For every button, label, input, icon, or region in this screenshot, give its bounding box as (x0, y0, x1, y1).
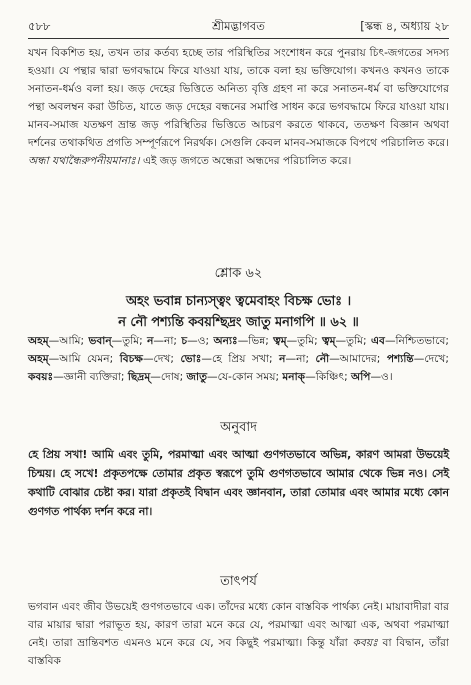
synonym-word: ত্বম্ (273, 335, 287, 347)
synonym-word: ন (147, 335, 154, 347)
intro-text-2: এই জড় জগতে অন্ধেরা অন্ধদের পরিচালিত করে। (142, 155, 352, 167)
synonym-word: চ (181, 335, 188, 347)
synonym-word: ছিদ্রম্ (127, 371, 151, 383)
synonym-meaning: —আমাদের; (329, 353, 387, 365)
purport-sanskrit-word: কবয়ঃ (352, 637, 378, 649)
synonym-meaning: —তুমি; (111, 335, 148, 347)
verse-block (28, 264, 449, 333)
synonym-meaning: —কিঞ্চিৎ; (305, 371, 352, 383)
synonym-meaning: —দেখ; (142, 353, 181, 365)
synonym-word: বিচক্ষ (119, 353, 143, 365)
purport-heading: তাৎপর্য (220, 574, 257, 589)
synonym-word: এব (370, 335, 385, 347)
translation-heading: অনুবাদ (220, 420, 257, 435)
synonym-meaning: —ও। (370, 371, 393, 383)
verse-line-2: ন নৌ পশ্যন্তি কবয়শ্ছিদ্রং জাতু মনাগপি ॥ ৬২ ॥ (118, 315, 359, 330)
synonym-word: ভবান্ (88, 335, 112, 347)
synonym-word: অহম্ (28, 335, 49, 347)
synonym-meaning: —যে-কোন সময়; (207, 371, 283, 383)
synonym-meaning: —নিশ্চিতভাবে; (384, 335, 449, 347)
synonym-word: নৌ (315, 353, 330, 365)
book-title: শ্রীমদ্ভাগবত (212, 19, 265, 33)
intro-text-1: যখন বিকশিত হয়, তখন তার কর্তব্য হচ্ছে তার পরিস্থিতির সংশোধন করে পুনরায় চিৎ-জগতের সদস্য হওয়া। যে পন্থার দ্বারা ভগবদ্ধামে ফিরে যাওয়া যায়, তাকে বলা হয় ভক্তিযোগ। কখনও কখনও তাকে সনাতন-ধর্মও বলা হয়। জড় দেহের ভিত্তিতে অনিত্য বৃত্তি গ্রহণ না করে সনাতন-ধর্ম বা ভক্তিযোগের পন্থা অবলম্বন করা উচিত, যাতে জড় দেহের বন্ধনের সমাপ্তি সাধন করে ভগবদ্ধামে ফিরে যাওয়া যায়। মানব-সমাজ যতক্ষণ ভ্রান্ত জড় পরিস্থিতির ভিত্তিতে আচরণ করতে থাকবে, ততক্ষণ বিজ্ঞান অথবা দর্শনের তথাকথিত প্রগতি সম্পূর্ণরূপে নিরর্থক। সেগুলি কেবল মানব-সমাজকে বিপথে পরিচালিত করে। (28, 47, 449, 149)
translation-text: হে প্রিয় সখা! আমি এবং তুমি, পরমাত্মা এবং আত্মা গুণগতভাবে অভিন্ন, কারণ আমরা উভয়েই চিন্ময়। হে সখে! প্রকৃতপক্ষে তোমার প্রকৃত স্বরূপে তুমি গুণগতভাবে আমার থেকে ভিন্ন নও। সেই কথাটি বোঝার চেষ্টা কর। যারা প্রকৃতই বিদ্বান এবং জ্ঞানবান, তারা তোমার এবং আমার মধ্যে কোন গুণগত পার্থক্য দর্শন করে না। (28, 448, 449, 518)
synonym-word: মনাক্ (282, 371, 306, 383)
verse-line-1: অহং ভবান্ন চান্যস্ত্বং ত্বমেবাহং বিচক্ষ ভোঃ । (125, 294, 352, 309)
synonym-word: অপি (351, 371, 371, 383)
verse-heading: শ্লোক ৬২ (214, 266, 263, 281)
synonym-word: ভোঃ (180, 353, 202, 365)
header-rule (28, 38, 449, 39)
synonym-meaning: —হে প্রিয় সখা; (201, 353, 280, 365)
synonym-word: জাতু (186, 371, 208, 383)
page-header (28, 18, 449, 38)
synonym-meaning: —না; (285, 353, 316, 365)
purport-text (28, 598, 449, 670)
synonym-word: ন (279, 353, 286, 365)
synonym-meaning: —আমি যেমন; (48, 353, 120, 365)
synonyms-paragraph (28, 332, 449, 386)
synonym-meaning: —তুমি; (335, 335, 371, 347)
intro-paragraph-block (28, 44, 449, 170)
purport-text-2: বা বিদ্বান, তাঁরা বাস্তবিক (28, 637, 449, 667)
intro-paragraph (28, 44, 449, 170)
synonym-word: ত্বম্ (322, 335, 336, 347)
intro-quote: অন্ধা যথান্ধৈরুপনীয়মানাঃ। (28, 155, 140, 167)
chapter-reference: [স্কন্ধ ৪, অধ্যায় ২৮ (360, 19, 449, 33)
synonyms-block (28, 332, 449, 386)
synonym-word: পশ্যন্তি (386, 353, 414, 365)
synonym-meaning: —জ্ঞানী ব্যক্তিরা; (53, 371, 128, 383)
synonym-word: অহম্ (28, 353, 49, 365)
synonym-meaning: —আমি; (48, 335, 89, 347)
synonym-meaning: —দোষ; (150, 371, 187, 383)
synonym-word: অন্যঃ (213, 335, 238, 347)
synonym-meaning: —দেখে; (413, 353, 449, 365)
synonym-meaning: —ভিন্ন; (237, 335, 274, 347)
translation-block (28, 418, 449, 521)
page-number: ৫৮৮ (28, 19, 51, 33)
purport-text-1: ভগবান এবং জীব উভয়েই গুণগতভাবে এক। তাঁদের মধ্যে কোন বাস্তবিক পার্থক্য নেই। মায়াবাদীরা বার বার মায়ার দ্বারা পরাভূত হয়, কারণ তারা মনে করে যে, পরমাত্মা এবং আত্মা এক, অথবা পরমাত্মা নেই। তারা ভ্রান্তিবশত এমনও মনে করে যে, সব কিছুই পরমাত্মা। কিন্তু যাঁরা (28, 601, 449, 649)
synonym-meaning: —তুমি; (286, 335, 323, 347)
synonym-meaning: —না; (153, 335, 182, 347)
synonym-word: কবয়ঃ (28, 371, 54, 383)
synonym-meaning: —ও; (187, 335, 214, 347)
purport-block (28, 572, 449, 670)
